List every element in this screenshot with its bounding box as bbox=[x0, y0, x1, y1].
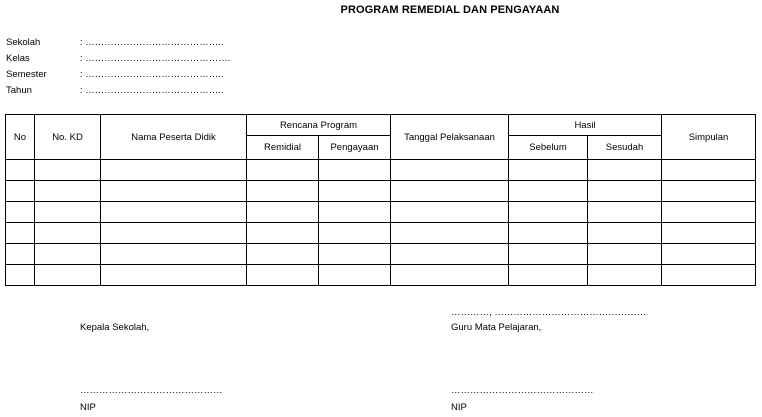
table-cell bbox=[662, 265, 756, 286]
table-cell bbox=[247, 265, 319, 286]
header-remidial: Remidial bbox=[247, 136, 319, 160]
header-nama-peserta: Nama Peserta Didik bbox=[101, 115, 247, 160]
table-cell bbox=[588, 160, 662, 181]
table-cell bbox=[35, 160, 101, 181]
info-value: : …………………………………….. bbox=[80, 69, 224, 80]
table-cell bbox=[391, 244, 509, 265]
header-rencana-program: Rencana Program bbox=[247, 115, 391, 136]
table-cell bbox=[391, 202, 509, 223]
table-cell bbox=[509, 244, 588, 265]
table-cell bbox=[6, 160, 35, 181]
header-no-kd: No. KD bbox=[35, 115, 101, 160]
header-pengayaan: Pengayaan bbox=[319, 136, 391, 160]
table-cell bbox=[588, 265, 662, 286]
table-cell bbox=[509, 160, 588, 181]
table-cell bbox=[662, 181, 756, 202]
table-cell bbox=[391, 181, 509, 202]
table-cell bbox=[6, 265, 35, 286]
table-cell bbox=[6, 244, 35, 265]
table-cell bbox=[319, 244, 391, 265]
table-cell bbox=[101, 202, 247, 223]
table-cell bbox=[588, 181, 662, 202]
table-cell bbox=[588, 202, 662, 223]
info-label: Sekolah bbox=[6, 37, 41, 48]
table-cell bbox=[509, 202, 588, 223]
table-cell bbox=[101, 160, 247, 181]
header-no: No bbox=[6, 115, 35, 160]
info-value: : ………………………………………. bbox=[80, 53, 231, 64]
header-sesudah: Sesudah bbox=[588, 136, 662, 160]
table-cell bbox=[35, 265, 101, 286]
table-cell bbox=[247, 160, 319, 181]
table-cell bbox=[509, 223, 588, 244]
info-value: : …………………………………….. bbox=[80, 37, 224, 48]
table-cell bbox=[247, 202, 319, 223]
table-cell bbox=[101, 181, 247, 202]
header-simpulan: Simpulan bbox=[662, 115, 756, 160]
table-row bbox=[6, 202, 756, 223]
table-cell bbox=[101, 244, 247, 265]
table-cell bbox=[509, 181, 588, 202]
table-cell bbox=[588, 244, 662, 265]
table-cell bbox=[319, 202, 391, 223]
table-row bbox=[6, 181, 756, 202]
place-date-line: …………, ………………………………………… bbox=[451, 307, 647, 318]
table-cell bbox=[588, 223, 662, 244]
table-row bbox=[6, 223, 756, 244]
table-cell bbox=[35, 181, 101, 202]
header-tanggal-pelaksanaan: Tanggal Pelaksanaan bbox=[391, 115, 509, 160]
table-cell bbox=[6, 202, 35, 223]
table-cell bbox=[35, 244, 101, 265]
table-cell bbox=[247, 223, 319, 244]
info-label: Semester bbox=[6, 69, 47, 80]
table-cell bbox=[391, 160, 509, 181]
header-hasil: Hasil bbox=[509, 115, 662, 136]
table-cell bbox=[247, 181, 319, 202]
table-cell bbox=[6, 181, 35, 202]
table-cell bbox=[662, 202, 756, 223]
table-row bbox=[6, 265, 756, 286]
table-cell bbox=[35, 223, 101, 244]
table-cell bbox=[101, 265, 247, 286]
table-cell bbox=[319, 160, 391, 181]
table-cell bbox=[35, 202, 101, 223]
table-cell bbox=[319, 265, 391, 286]
table-cell bbox=[662, 244, 756, 265]
header-sebelum: Sebelum bbox=[509, 136, 588, 160]
remedial-table bbox=[5, 114, 756, 286]
principal-label: Kepala Sekolah, bbox=[80, 322, 150, 333]
table-cell bbox=[662, 160, 756, 181]
table-cell bbox=[101, 223, 247, 244]
teacher-label: Guru Mata Pelajaran, bbox=[451, 322, 542, 333]
info-label: Tahun bbox=[6, 85, 32, 96]
document-title: PROGRAM REMEDIAL DAN PENGAYAAN bbox=[340, 4, 560, 16]
table-cell bbox=[391, 265, 509, 286]
table-cell bbox=[319, 223, 391, 244]
table-cell bbox=[319, 181, 391, 202]
table-cell bbox=[6, 223, 35, 244]
info-label: Kelas bbox=[6, 53, 30, 64]
table-cell bbox=[247, 244, 319, 265]
table-row bbox=[6, 160, 756, 181]
principal-signature-line: ……………………………………… bbox=[80, 385, 223, 396]
teacher-nip: NIP bbox=[451, 402, 467, 413]
table-cell bbox=[662, 223, 756, 244]
table-row bbox=[6, 244, 756, 265]
principal-nip: NIP bbox=[80, 402, 96, 413]
info-value: : …………………………………….. bbox=[80, 85, 224, 96]
teacher-signature-line: ……………………………………… bbox=[451, 385, 594, 396]
table-cell bbox=[391, 223, 509, 244]
table-cell bbox=[509, 265, 588, 286]
